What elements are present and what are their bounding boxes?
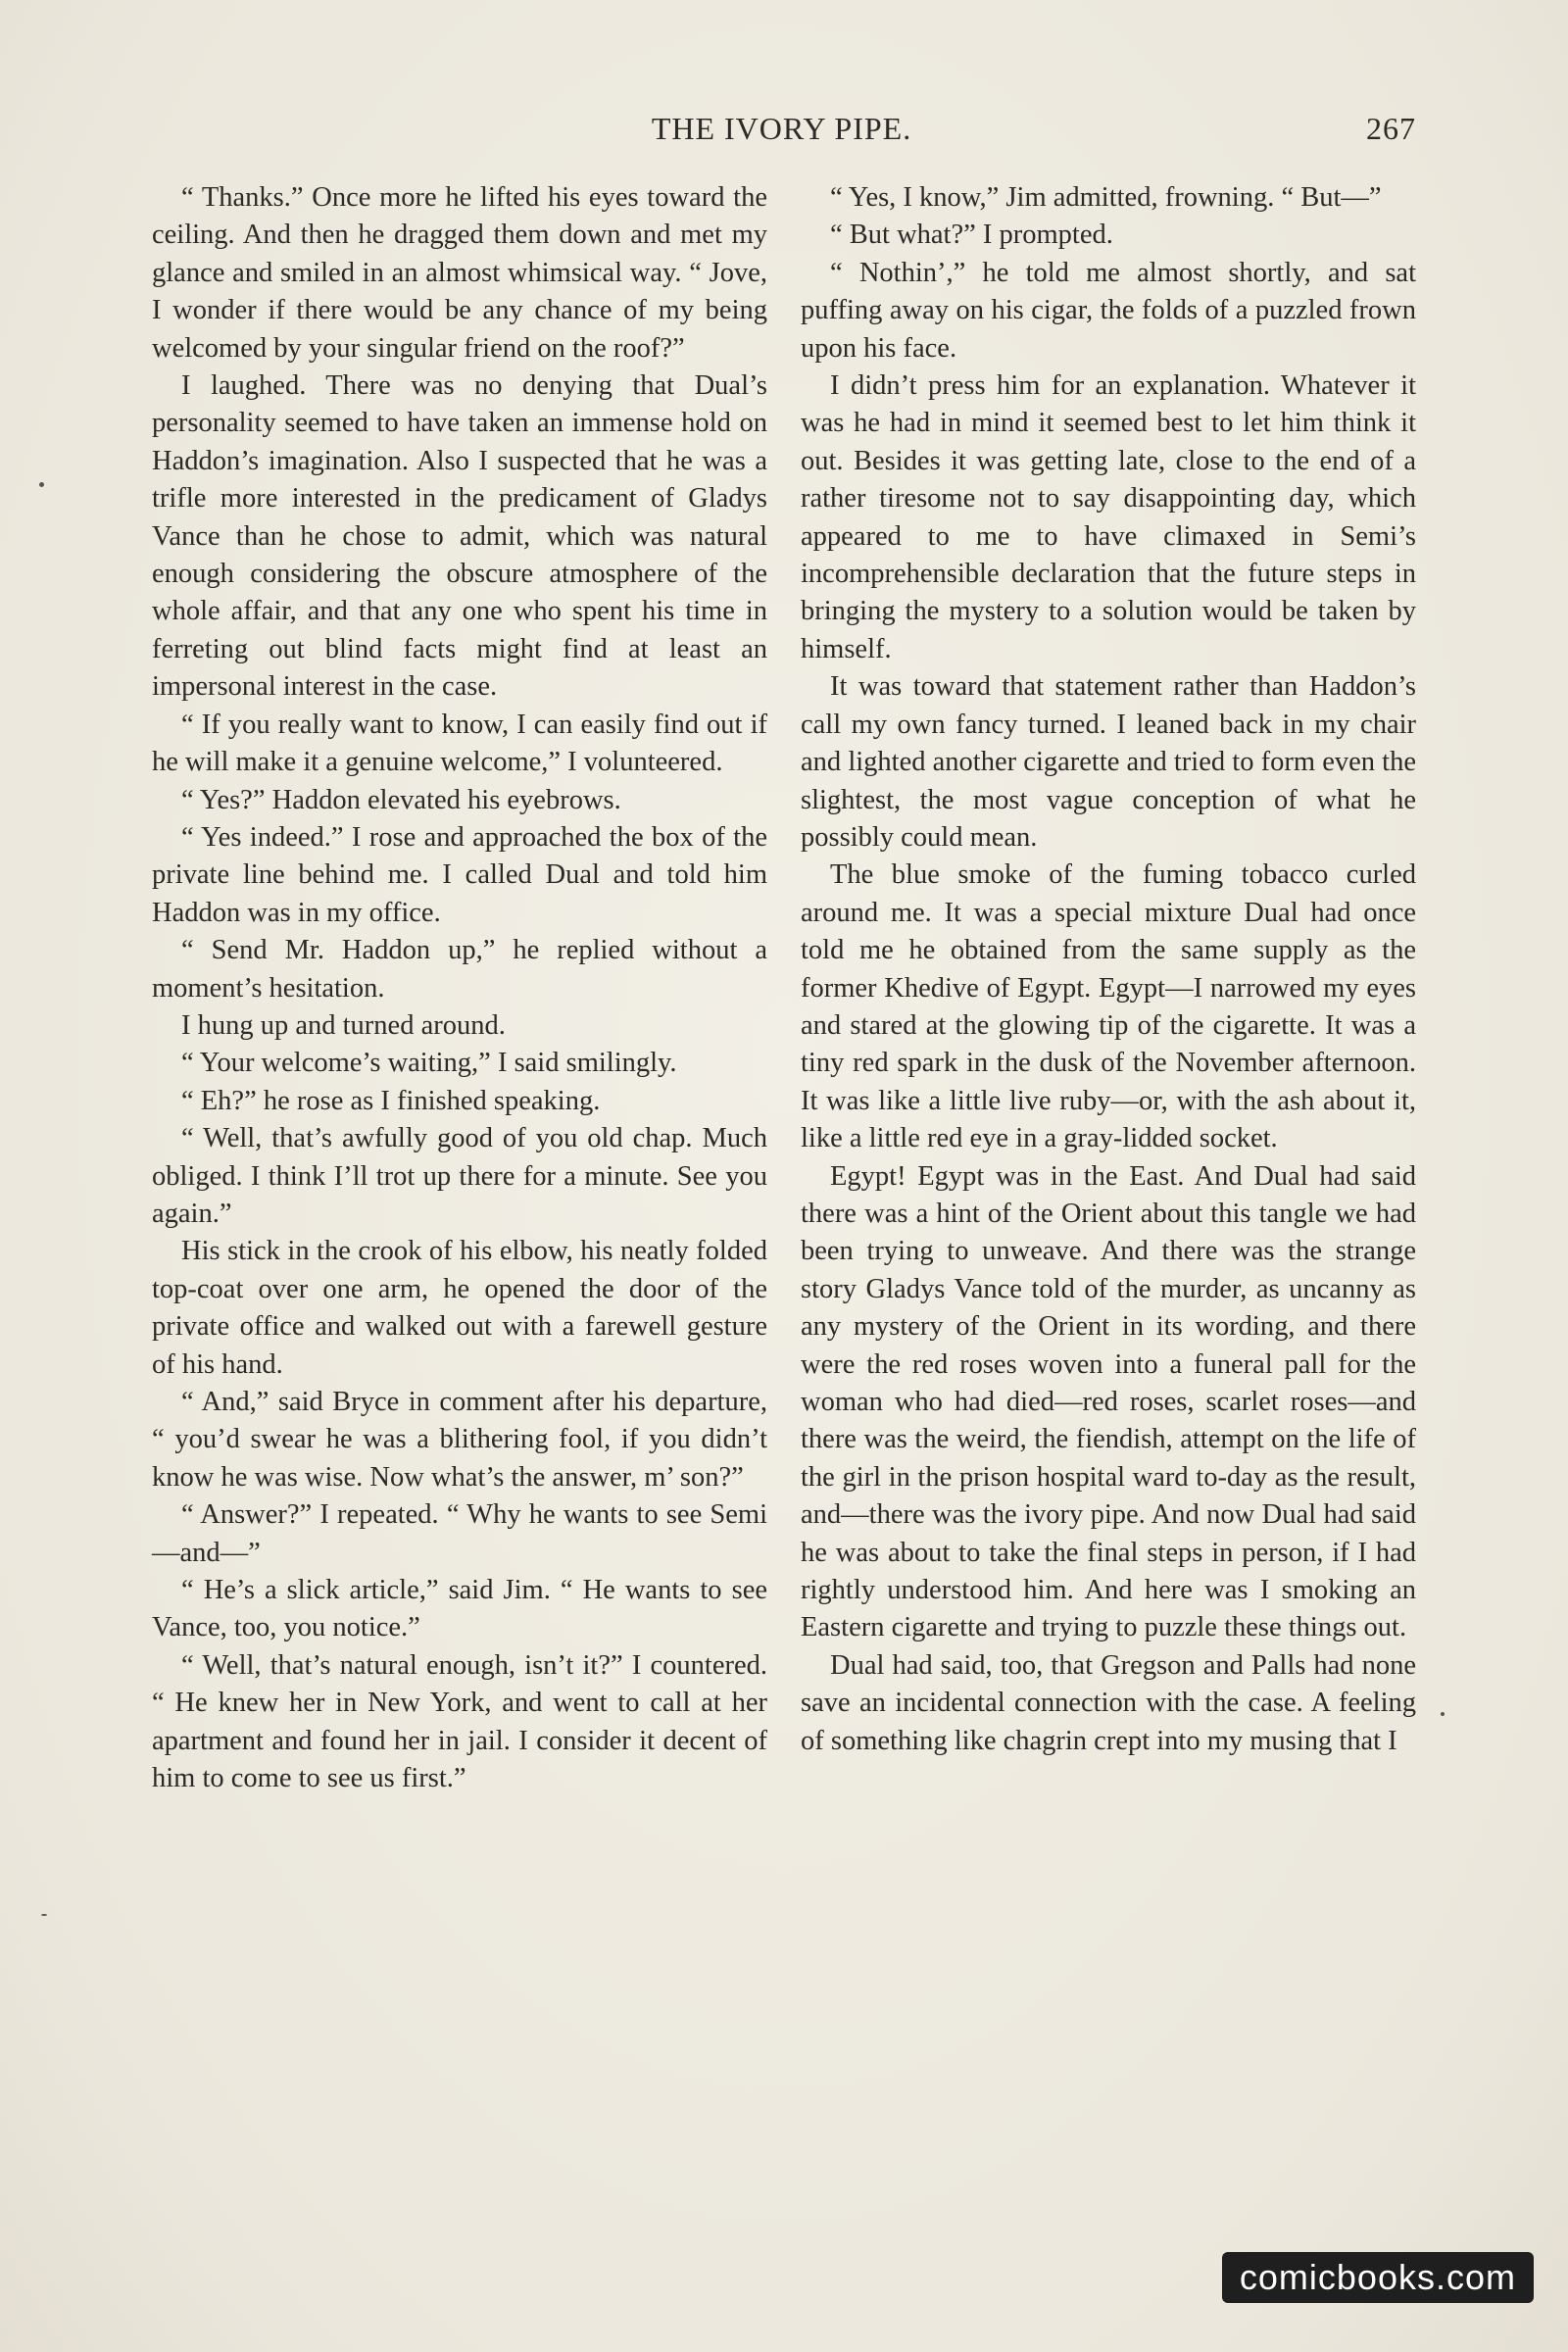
paragraph: “ Yes indeed.” I rose and approached the box of the private line behind me. I called Dual and told him Haddon was in my office.: [152, 821, 767, 928]
paragraph: “ If you really want to know, I can easily find out if he will make it a genuine welcome,” I volunteered.: [152, 709, 767, 778]
paragraph: His stick in the crook of his elbow, his neatly folded top-coat over one arm, he opened the door of the private office and walked out with a farewell gesture of his hand.: [152, 1236, 767, 1380]
print-speck: [39, 482, 44, 487]
paragraph: “ Yes, I know,” Jim admitted, frowning. “ But—”: [830, 182, 1382, 213]
paragraph: “ Thanks.” Once more he lifted his eyes toward the ceiling. And then he dragged them down and met my glance and smiled in an almost whimsical way. “ Jove, I wonder if there would be any chance of my being welcomed by your singular friend on the roof?”: [152, 182, 767, 364]
text-columns: [152, 179, 1416, 2188]
paragraph: “ Send Mr. Haddon up,” he replied without a moment’s hesitation.: [152, 935, 767, 1004]
print-speck: [41, 1914, 47, 1916]
paragraph: “ Nothin’,” he told me almost shortly, and sat puffing away on his cigar, the folds of a puzzled frown upon his face.: [801, 257, 1416, 364]
paragraph: I hung up and turned around.: [181, 1009, 506, 1041]
paragraph: The blue smoke of the fuming tobacco curled around me. It was a special mixture Dual had once told me he obtained from the same supply as the former Khedive of Egypt. Egypt—I narrowed my eyes and stared at the glowing tip of the cigarette. It was a tiny red spark in the dusk of the November afternoon. It was like a little live ruby—or, with the ash about it, like a little red eye in a gray-lidded socket.: [801, 859, 1416, 1154]
paragraph: “ Your welcome’s waiting,” I said smilingly.: [181, 1048, 677, 1079]
paragraph: “ Answer?” I repeated. “ Why he wants to see Semi—and—”: [152, 1499, 767, 1568]
left-column: [152, 179, 767, 2188]
print-speck: [1441, 1712, 1445, 1716]
paragraph: “ Well, that’s natural enough, isn’t it?” I countered. “ He knew her in New York, and went to call at her apartment and found her in jail. I consider it decent of him to come to see us first.”: [152, 1649, 767, 1794]
paragraph: “ And,” said Bryce in comment after his departure, “ you’d swear he was a blithering fool, if you didn’t know he was wise. Now what’s the answer, m’ son?”: [152, 1387, 767, 1493]
paragraph: “ He’s a slick article,” said Jim. “ He wants to see Vance, too, you notice.”: [152, 1575, 767, 1643]
paragraph: I didn’t press him for an explanation. Whatever it was he had in mind it seemed best to let him think it out. Besides it was getting late, close to the end of a rather tiresome not to say disappointing day, which appeared to me to have climaxed in Semi’s incomprehensible declaration that the future steps in bringing the mystery to a solution would be taken by himself.: [801, 370, 1416, 664]
paragraph: “ Well, that’s awfully good of you old chap. Much obliged. I think I’ll trot up there for a minute. See you again.”: [152, 1123, 767, 1229]
paragraph: “ But what?” I prompted.: [830, 220, 1113, 251]
paragraph: It was toward that statement rather than Haddon’s call my own fancy turned. I leaned back in my chair and lighted another cigarette and tried to form even the slightest, the most vague conception of what he possibly could mean.: [801, 671, 1416, 853]
paragraph: “ Yes?” Haddon elevated his eyebrows.: [181, 784, 621, 815]
running-header: [147, 111, 1416, 160]
paragraph: Egypt! Egypt was in the East. And Dual had said there was a hint of the Orient about this tangle we had been trying to unweave. And there was the strange story Gladys Vance told of the murder, as uncanny as any mystery of the Orient in its wording, and there were the red roses woven into a funeral pall for the woman who had died—red roses, scarlet roses—and there was the weird, the fiendish, attempt on the life of the girl in the prison hospital ward to-day as the result, and—there was the ivory pipe. And now Dual had said he was about to take the final steps in person, if I had rightly understood him. And here was I smoking an Eastern cigarette and trying to puzzle these things out.: [801, 1160, 1416, 1643]
right-column: [801, 179, 1416, 2188]
source-watermark: comicbooks.com: [1222, 2252, 1534, 2303]
running-title: THE IVORY PIPE.: [651, 111, 912, 146]
paragraph: I laughed. There was no denying that Dual’s personality seemed to have taken an immense hold on Haddon’s imagination. Also I suspected that he was a trifle more interested in the predicament of Gladys Vance than he chose to admit, which was natural enough considering the obscure atmosphere of the whole affair, and that any one who spent his time in ferreting out blind facts might find at least an impersonal interest in the case.: [152, 370, 767, 703]
paragraph: Dual had said, too, that Gregson and Palls had none save an incidental connection with the case. A feeling of something like chagrin crept into my musing that I: [801, 1649, 1416, 1756]
paragraph: “ Eh?” he rose as I finished speaking.: [181, 1085, 601, 1116]
page-number: 267: [1366, 111, 1416, 146]
